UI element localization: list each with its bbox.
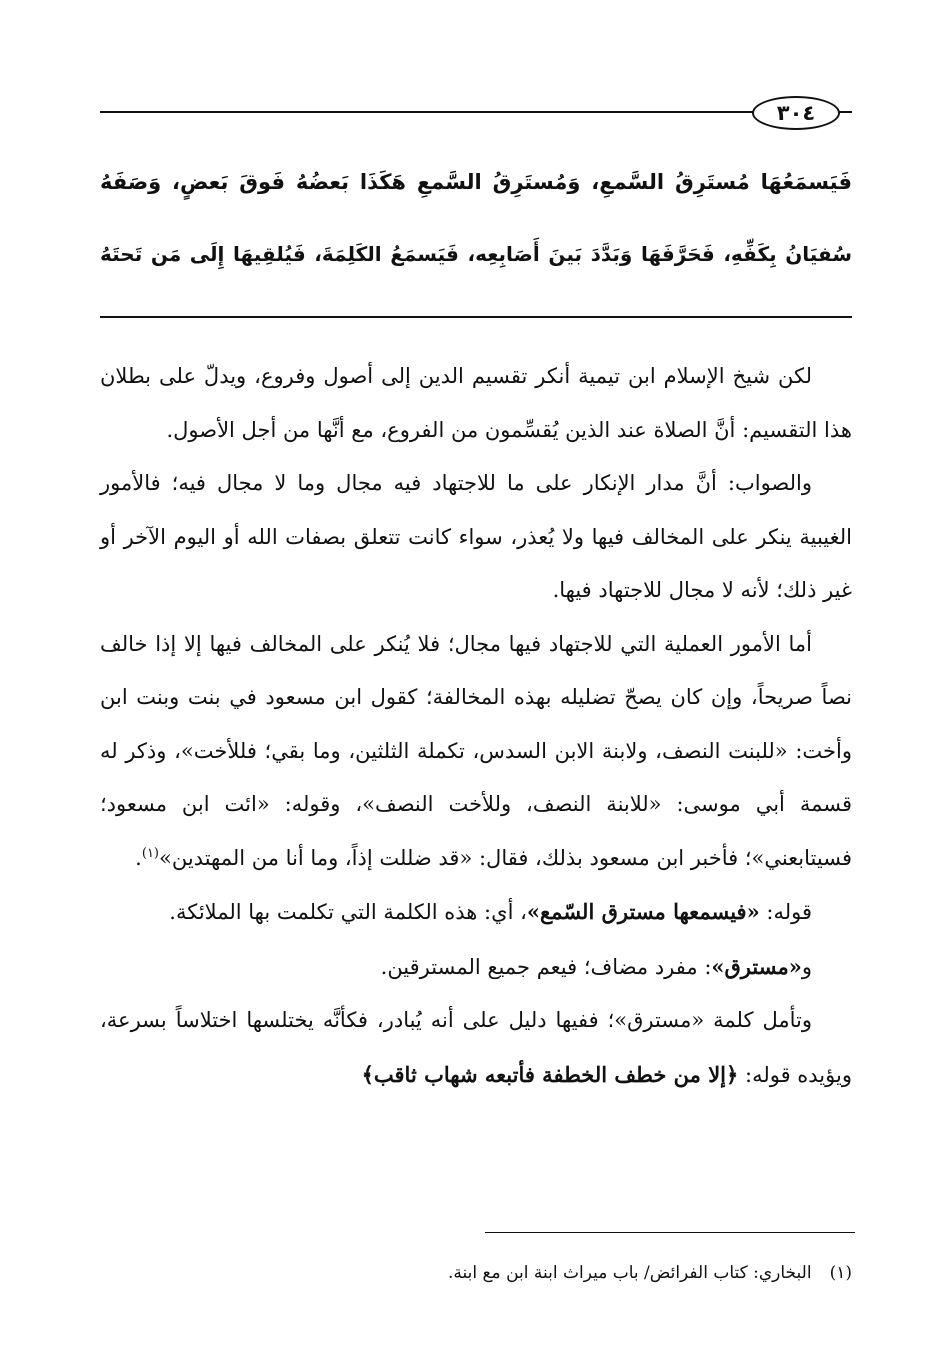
- paragraph-1: لكن شيخ الإسلام ابن تيمية أنكر تقسيم الدين إلى أصول وفروع، ويدلّ على بطلان هذا التقسيم: أنَّ الصلاة عند الذين يُقسِّمون من الفروع، مع أنَّها من أجل الأصول.: [100, 364, 852, 442]
- paragraph-6: [100, 994, 852, 1102]
- paragraph-5: [100, 940, 852, 995]
- paragraph-3: [100, 618, 852, 886]
- hadith-line-1: فَيَسمَعُهَا مُستَرِقُ السَّمعِ، وَمُستَرِقُ السَّمعِ هَكَذَا بَعضُهُ فَوقَ بَعضٍ، وَصَفَهُ: [100, 170, 852, 194]
- header-rule: [100, 111, 852, 113]
- paragraph-5-prefix: و: [801, 954, 812, 979]
- paragraph-4-prefix: قوله:: [759, 900, 812, 924]
- commentary-body: [100, 350, 852, 1102]
- footnote: [100, 1258, 852, 1288]
- paragraph-5-rest: : مفرد مضاف؛ فيعم جميع المسترقين.: [380, 954, 712, 979]
- paragraph-5-quote: «مسترق»: [711, 953, 802, 979]
- page-number: ٣٠٤: [752, 96, 840, 130]
- paragraph-4: [100, 885, 852, 940]
- hadith-divider: [100, 316, 852, 318]
- footnote-number: (١): [829, 1263, 852, 1283]
- paragraph-2: والصواب: أنَّ مدار الإنكار على ما للاجتهاد فيه مجال وما لا مجال فيه؛ فالأمور الغيبية ينكر على المخالف فيها ولا يُعذر، سواء كانت تتعلق بصفات الله أو اليوم الآخر أو غير ذلك؛ لأنه لا مجال للاجتهاد فيها.: [100, 471, 852, 602]
- paragraph-3-end: .: [135, 845, 142, 870]
- paragraph-3-text: أما الأمور العملية التي للاجتهاد فيها مجال؛ فلا يُنكر على المخالف فيها إلا إذا خالف نصاً صريحاً، وإن كان يصحّ تضليله بهذه المخالفة؛ كقول ابن مسعود في بنت وبنت ابن وأخت: «للبنت النصف، ولابنة الابن السدس، تكملة الثلثين، وما بقي؛ فللأخت»، وذكر له قسمة أبي موسى: «للابنة النصف، وللأخت النصف»، وقوله: «ائت ابن مسعود؛ فسيتابعني»؛ فأخبر ابن مسعود بذلك، فقال: «قد ضللت إذاً، وما أنا من المهتدين»: [100, 631, 852, 870]
- footnote-rule: [485, 1232, 855, 1233]
- paragraph-6-text: وتأمل كلمة «مسترق»؛ ففيها دليل على أنه يُبادر، فكأنَّه يختلسها اختلاساً بسرعة، ويؤيده قوله:: [100, 1008, 852, 1087]
- paragraph-6-verse: ﴿إلا من خطف الخطفة فأتبعه شهاب ثاقب﴾: [361, 1061, 739, 1087]
- hadith-line-2: سُفيَانُ بِكَفِّهِ، فَحَرَّفَهَا وَبَدَّدَ بَينَ أَصَابِعِه، فَيَسمَعُ الكَلِمَةَ، فَيُلقِيهَا إِلَى مَن تَحتَهُ: [100, 242, 852, 266]
- footnote-text: البخاري: كتاب الفرائض/ باب ميراث ابنة ابن مع ابنة.: [448, 1263, 812, 1283]
- paragraph-4-rest: ، أي: هذه الكلمة التي تكلمت بها الملائكة.: [169, 900, 527, 924]
- footnote-ref[interactable]: (١): [141, 845, 159, 861]
- paragraph-4-quote: «فيسمعها مسترق السّمع»: [526, 899, 760, 924]
